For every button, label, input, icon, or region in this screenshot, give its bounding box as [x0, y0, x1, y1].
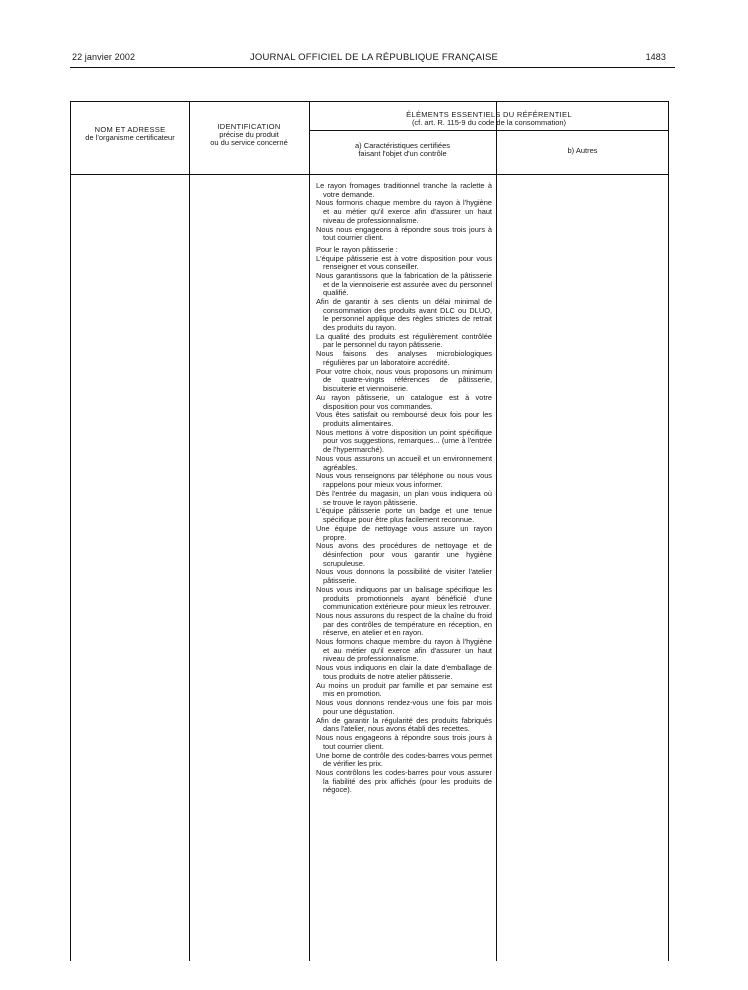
header-date: 22 janvier 2002: [72, 52, 136, 62]
col-identification-line2: précise du produit: [219, 130, 279, 140]
list-item: Nous nous engageons à répondre sous trois jours à tout courrier client.: [316, 224, 492, 243]
col-identification-line3: ou du service concerné: [210, 138, 288, 148]
header-rule: [70, 67, 675, 68]
referentiel-table: [70, 101, 669, 961]
list-item: Nous formons chaque membre du rayon à l'hygiène et au métier qu'il exerce afin d'assurer un haut niveau de professionnalisme.: [316, 198, 492, 225]
list-item: Nous nous assurons du respect de la chaîne du froid par des contrôles de température en réception, en réserve, en atelier et en rayon.: [316, 611, 492, 638]
sub-autres-label: b) Autres: [567, 146, 598, 155]
list-item: Nous contrôlons les codes-barres pour vous assurer la fiabilité des prix affichés (pour les produits de négoce).: [316, 768, 492, 795]
sub-caracteristiques-header: [309, 142, 496, 158]
list-item: Nous faisons des analyses microbiologiques régulières par un laboratoire accrédité.: [316, 349, 492, 367]
list-item: Vous êtes satisfait ou remboursé deux fois pour les produits alimentaires.: [316, 410, 492, 428]
column-divider: [309, 102, 310, 961]
list-item: Le rayon fromages traditionnel tranche la raclette à votre demande.: [316, 181, 492, 199]
sub-caracteristiques-line1: a) Caractéristiques certifiées: [354, 141, 451, 150]
patisserie-group: [316, 246, 492, 795]
group-referentiel-title: ÉLÉMENTS ESSENTIELS DU RÉFÉRENTIEL: [406, 110, 572, 119]
list-item: Nous vous renseignons par téléphone ou nous vous rappelons pour mieux vous informer.: [316, 471, 492, 490]
list-item: Nous mettons à votre disposition un point spécifique pour vos suggestions, remarques... (urne à l'entrée de l'hypermarché).: [316, 427, 492, 455]
col-identification-header: [189, 123, 309, 148]
caracteristiques-list: [316, 182, 492, 795]
col-identification-title: IDENTIFICATION: [217, 122, 281, 131]
list-item: Afin de garantir à ses clients un délai minimal de consommation des produits avant DLC ou DLUO, le personnel applique des règles strictes de retrait des produits du rayon.: [316, 297, 492, 332]
list-item: Nous vous donnons rendez-vous une fois par mois pour une dégustation.: [316, 698, 492, 716]
col-organisme-header: [71, 126, 189, 142]
list-item: Nous garantissons que la fabrication de la pâtisserie et de la viennoiserie est assurée avec du personnel qualifié.: [316, 271, 492, 298]
page-number: 1483: [645, 52, 666, 62]
list-item: La qualité des produits est régulièrement contrôlée par le personnel du rayon pâtisserie.: [316, 331, 492, 350]
group-referentiel-subtitle: (cf. art. R. 115-9 du code de la consommation): [411, 118, 567, 128]
list-item: Pour votre choix, nous vous proposons un minimum de quatre-vingts références de pâtisserie, biscuiterie et viennoiserie.: [316, 366, 492, 394]
journal-title: JOURNAL OFFICIEL DE LA RÉPUBLIQUE FRANÇAISE: [249, 52, 499, 63]
list-item: Nous avons des procédures de nettoyage et de désinfection pour vous garantir une hygiène scrupuleuse.: [316, 541, 492, 568]
list-item: Au rayon pâtisserie, un catalogue est à votre disposition pour vos commandes.: [316, 392, 492, 411]
sub-autres-header: [496, 147, 669, 155]
list-item: Nous vous indiquons par un balisage spécifique les produits promotionnels ayant bénéficié d'une communication extérieure pour mieux les retrouver.: [316, 584, 492, 612]
col-organisme-title: NOM ET ADRESSE: [94, 125, 166, 134]
list-item: Au moins un produit par famille et par semaine est mis en promotion.: [316, 680, 492, 699]
fromages-group: [316, 182, 492, 243]
list-item: Pour le rayon pâtisserie :: [316, 244, 398, 254]
list-item: Nous vous donnons la possibilité de visiter l'atelier pâtisserie.: [316, 567, 492, 586]
col-organisme-subtitle: de l'organisme certificateur: [85, 133, 175, 143]
sub-caracteristiques-line2: faisant l'objet d'un contrôle: [358, 149, 447, 159]
header-bottom-rule: [71, 174, 669, 175]
list-item: Une équipe de nettoyage vous assure un rayon propre.: [316, 523, 492, 542]
list-item: Afin de garantir la régularité des produits fabriqués dans l'atelier, nous avons établi des recettes.: [316, 715, 492, 734]
list-item: Nous vous assurons un accueil et un environnement agréables.: [316, 453, 492, 472]
list-item: Nous vous indiquons en clair la date d'emballage de tous produits de notre atelier pâtisserie.: [316, 663, 492, 681]
list-item: Dès l'entrée du magasin, un plan vous indiquera où se trouve le rayon pâtisserie.: [316, 488, 492, 507]
list-item: Nous nous engageons à répondre sous trois jours à tout courrier client.: [316, 733, 492, 751]
list-item: Nous formons chaque membre du rayon à l'hygiène et au métier qu'il exerce afin d'assurer un haut niveau de professionnalisme.: [316, 637, 492, 664]
list-item: L'équipe pâtisserie porte un badge et une tenue spécifique pour être plus facilement reconnue.: [316, 506, 492, 525]
list-item: L'équipe pâtisserie est à votre disposition pour vous renseigner et vous conseiller.: [316, 253, 492, 272]
group-header-rule: [309, 130, 669, 131]
list-item: Une borne de contrôle des codes-barres vous permet de vérifier les prix.: [316, 750, 492, 769]
column-divider-sub: [496, 102, 497, 961]
column-divider: [189, 102, 190, 961]
group-referentiel-header: [309, 111, 669, 127]
